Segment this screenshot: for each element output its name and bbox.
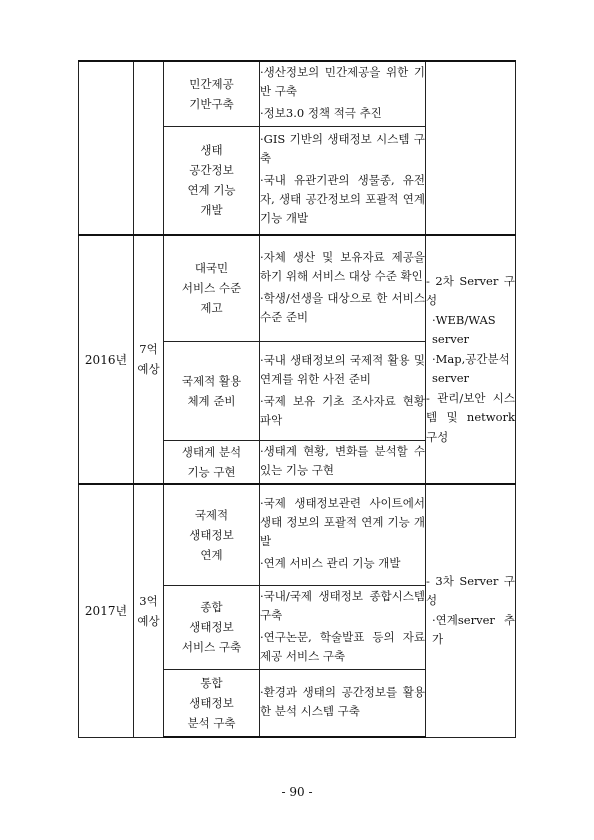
server-item: ·Map,공간분석 server <box>432 351 510 385</box>
server-item: ·연계server 추가 <box>432 612 515 647</box>
detail-cell <box>260 484 426 585</box>
table-row <box>79 61 516 127</box>
year-cell-empty <box>79 61 134 235</box>
detail-item: ·국제 보유 기초 조사자료 현황 파악 <box>260 393 425 427</box>
task-cell: 생태계 분석 기능 구현 <box>164 441 260 485</box>
server-cell <box>426 235 516 485</box>
table-row <box>79 484 516 585</box>
task-cell: 민간제공 기반구축 <box>164 61 260 127</box>
budget-cell: 7억 예상 <box>134 235 164 485</box>
table-row <box>79 235 516 342</box>
detail-cell <box>260 585 426 669</box>
budget-cell-empty <box>134 61 164 235</box>
server-item: - 3차 Server 구성 <box>426 573 515 608</box>
detail-cell <box>260 441 426 485</box>
server-cell-empty <box>426 61 516 235</box>
detail-item: ·자체 생산 및 보유자료 제공을 하기 위해 서비스 대상 수준 확인 <box>260 249 425 283</box>
detail-cell <box>260 669 426 737</box>
detail-item: ·생태계 현황, 변화를 분석할 수 있는 기능 구현 <box>260 444 425 477</box>
detail-item: ·학생/선생을 대상으로 한 서비스 수준 준비 <box>260 290 425 324</box>
budget-cell: 3억 예상 <box>134 484 164 737</box>
server-item: - 2차 Server 구성 <box>426 273 515 307</box>
server-item: ·WEB/WAS server <box>432 312 496 346</box>
detail-item: ·연계 서비스 관리 기능 개발 <box>260 556 401 571</box>
detail-cell <box>260 61 426 127</box>
detail-item: ·생산정보의 민간제공을 위한 기반 구축 <box>260 65 425 98</box>
year-cell: 2016년 <box>79 235 134 485</box>
server-item: - 관리/보안 시스템 및 network 구성 <box>426 390 515 444</box>
task-cell: 국제적 활용 체계 준비 <box>164 342 260 441</box>
page-number: - 90 - <box>281 785 313 799</box>
plan-table <box>78 60 516 738</box>
task-cell: 종합 생태정보 서비스 구축 <box>164 585 260 669</box>
task-cell: 통합 생태정보 분석 구축 <box>164 669 260 737</box>
detail-item: ·국내/국제 생태정보 종합시스템 구축 <box>260 588 425 622</box>
detail-item: ·환경과 생태의 공간정보를 활용한 분석 시스템 구축 <box>260 684 425 718</box>
detail-item: ·GIS 기반의 생태정보 시스템 구축 <box>260 132 425 166</box>
detail-cell <box>260 235 426 342</box>
task-cell: 국제적 생태정보 연계 <box>164 484 260 585</box>
detail-item: ·연구논문, 학술발표 등의 자료 제공 서비스 구축 <box>260 629 425 663</box>
detail-item: ·국내 유관기관의 생물종, 유전자, 생태 공간정보의 포괄적 연계 기능 개발 <box>260 173 425 226</box>
detail-item: ·국내 생태정보의 국제적 활용 및 연계를 위한 사전 준비 <box>260 352 425 386</box>
task-cell: 대국민 서비스 수준 제고 <box>164 235 260 342</box>
server-cell <box>426 484 516 737</box>
year-cell: 2017년 <box>79 484 134 737</box>
detail-cell <box>260 127 426 235</box>
detail-item: ·정보3.0 정책 적극 추진 <box>260 106 382 120</box>
task-cell: 생태 공간정보 연계 기능 개발 <box>164 127 260 235</box>
detail-cell <box>260 342 426 441</box>
detail-item: ·국제 생태정보관련 사이트에서 생태 정보의 포괄적 연계 기능 개발 <box>260 496 425 549</box>
